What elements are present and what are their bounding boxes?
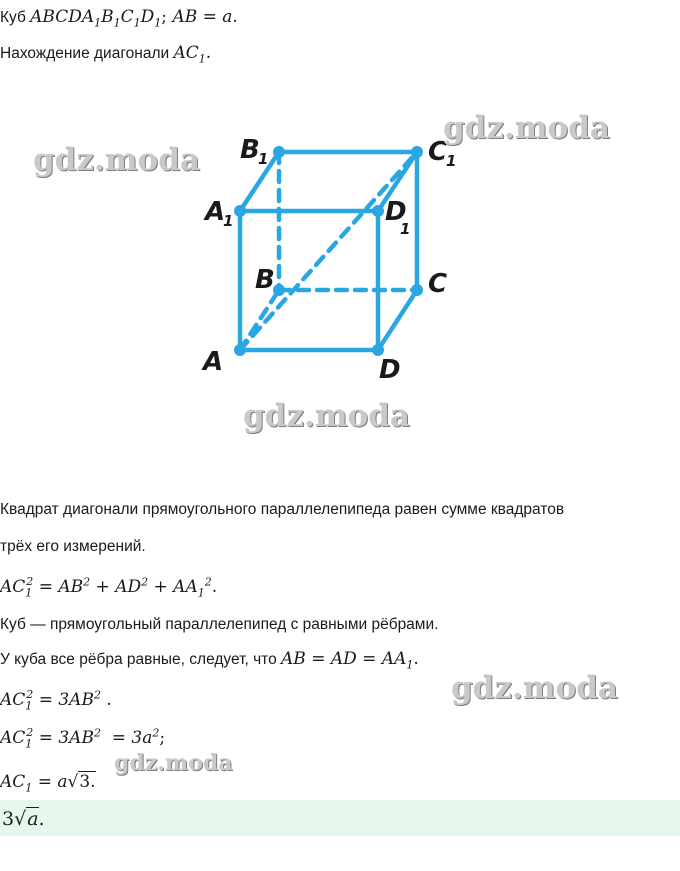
label-d1-index: 1 <box>400 220 411 238</box>
label-a: A <box>203 347 224 377</box>
cube-name: $ABCDA_1B_1C_1D_1$; AB = a. <box>30 7 238 30</box>
label-a1: A <box>205 197 226 227</box>
diagonal-name: $AC_1$. <box>173 43 212 66</box>
watermark: gdz.moda <box>243 398 410 434</box>
label-b1-index: 1 <box>258 150 269 168</box>
cube-definition: Куб — прямоугольный параллелепипед с равными рёбрами. <box>0 616 439 633</box>
label-c1: C <box>428 137 448 167</box>
watermark: gdz.moda <box>451 670 618 706</box>
label-c: C <box>428 269 448 299</box>
cube-figure <box>195 120 465 395</box>
vertex-b1 <box>273 146 285 158</box>
watermark: gdz.moda <box>443 110 610 146</box>
formula-3ab: $AC_1^2 = 3AB^2$ . <box>0 688 112 713</box>
rule-line-1: Квадрат диагонали прямоугольного параллелепипеда равен сумме квадратов <box>0 501 565 518</box>
formula-result: $AC_1 = a√3$. <box>0 772 96 795</box>
equal-edges-eq: AB = AD = $AA_1$. <box>281 649 419 672</box>
cube-diagram <box>195 120 465 390</box>
vertex-c1 <box>411 146 423 158</box>
label-d1: D <box>385 197 407 227</box>
equal-edges-text: У куба все рёбра равные, следует, что <box>0 651 282 668</box>
formula-3a2: $AC_1^2 = 3AB^2 = 3a^2$; <box>0 726 166 751</box>
watermark: gdz.moda <box>114 750 233 776</box>
diagonal-a-c1 <box>240 152 417 350</box>
answer-value: 3√a. <box>2 808 45 830</box>
label-b: B <box>255 265 275 295</box>
vertex-a <box>234 344 246 356</box>
vertex-d1 <box>372 205 384 217</box>
section-heading-text: Нахождение диагонали <box>0 45 174 62</box>
edge-d-c <box>378 290 417 350</box>
vertex-c <box>411 284 423 296</box>
rule-line-2: трёх его измерений. <box>0 538 146 555</box>
label-c1-index: 1 <box>446 152 457 170</box>
label-d: D <box>379 355 401 385</box>
label-a1-index: 1 <box>223 212 234 230</box>
formula-diagonal-sum: $AC_1^2 = AB^2 + AD^2 + AA_1^2$. <box>0 575 218 600</box>
problem-prefix: Куб <box>0 9 31 26</box>
label-b1: B <box>240 135 260 165</box>
problem-statement <box>0 6 238 29</box>
watermark: gdz.moda <box>33 142 200 178</box>
vertex-a1 <box>234 205 246 217</box>
section-heading <box>0 42 211 65</box>
equal-edges-statement <box>0 648 419 671</box>
answer-box <box>0 800 680 836</box>
